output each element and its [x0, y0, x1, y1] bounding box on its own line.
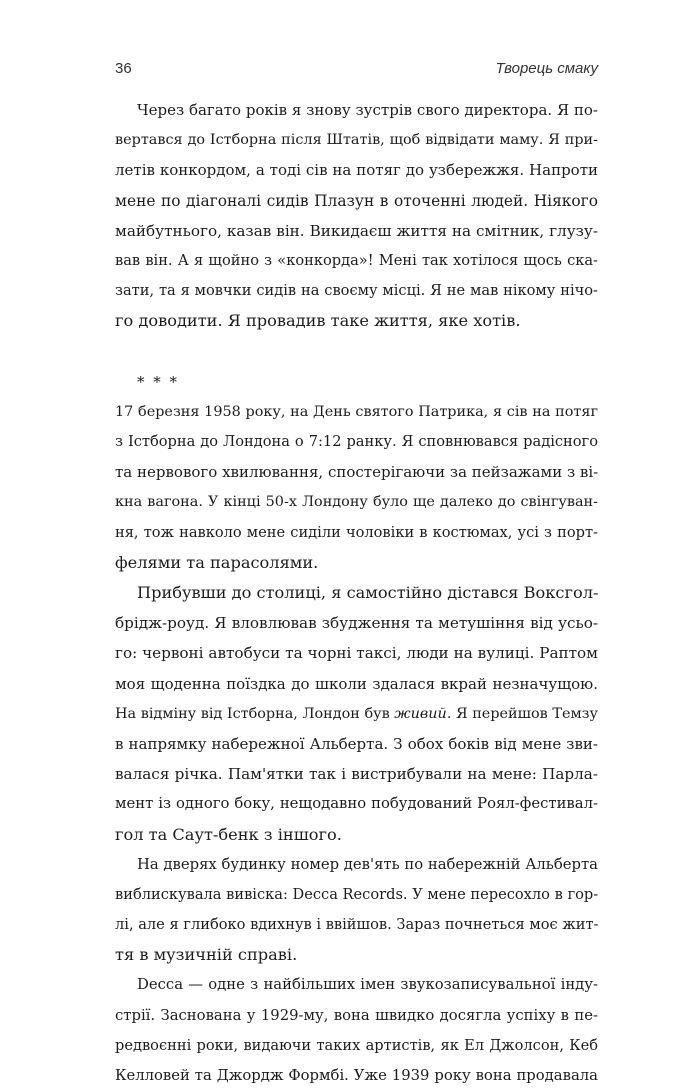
text-line: стрії. Заснована у 1929-му, вона швидко досягла успіху в пе- — [115, 1006, 598, 1024]
section-separator: * * * — [137, 372, 180, 391]
paragraph-2 — [115, 397, 598, 578]
running-title: Творець смаку — [495, 60, 598, 77]
text-line: ня, тож навколо мене сиділи чоловіки в костюмах, усі з порт- — [115, 523, 598, 541]
text-line: го: червоні автобуси та чорні таксі, люди на вулиці. Раптом — [115, 644, 598, 663]
text-line: з Істборна до Лондона о 7:12 ранку. Я сповнювався радісного — [115, 433, 598, 451]
text-line: Decca — одне з найбільших імен звукозаписувальної інду- — [137, 976, 598, 994]
text-line: редвоєнні роки, видаючи таких артистів, як Ел Джолсон, Кеб — [115, 1036, 598, 1054]
text-line: лі, але я глибоко вдихнув і ввійшов. Зараз почнеться моє жит- — [115, 916, 599, 934]
text-line: летів конкордом, а тоді сів на потяг до узбережжя. Напроти — [115, 161, 598, 180]
page-header — [115, 60, 598, 84]
text-line: На дверях будинку номер дев'ять по набережній Альберта — [137, 855, 598, 873]
text-segment: . Я перейшов Темзу — [446, 705, 598, 722]
text-line: в напрямку набережної Альберта. З обох боків від мене зви- — [115, 734, 598, 753]
text-line: виблискувала вивіска: Decca Records. У мене пересохло в гор- — [115, 885, 599, 903]
text-line: го доводити. Я провадив таке життя, яке хотів. — [115, 311, 521, 331]
paragraph-3 — [115, 578, 598, 850]
text-line — [115, 699, 598, 729]
text-line: гол та Саут-бенк з іншого. — [115, 824, 342, 844]
text-line: вав він. А я щойно з «конкорда»! Мені так хотілося щось ска- — [115, 251, 598, 269]
paragraph-5 — [115, 970, 598, 1091]
emphasis-text: живий — [394, 705, 447, 722]
text-line: вертався до Істборна після Штатів, щоб відвідати маму. Я при- — [115, 132, 598, 149]
text-line: кна вагона. У кінці 50-х Лондону було ще далеко до свінгуван- — [115, 494, 598, 511]
text-line: 17 березня 1958 року, на День святого Патрика, я сів на потяг — [115, 403, 598, 420]
paragraph-1 — [115, 95, 598, 337]
text-line: Через багато років я знову зустрів свого директора. Я по- — [137, 101, 598, 119]
text-line: та нервового хвилювання, спостерігаючи за пейзажами з ві- — [115, 463, 599, 482]
text-line: брідж-роуд. Я вловлював збудження та метушіння від усьо- — [115, 614, 598, 633]
text-line: майбутнього, казав він. Викидаєш життя на смітник, глузу- — [115, 221, 598, 240]
paragraph-4 — [115, 850, 598, 971]
body-text — [115, 95, 598, 1091]
text-line: мент із одного боку, нещодавно побудований Роял-фестивал- — [115, 795, 598, 813]
text-line: зати, та я мовчки сидів на своєму місці. Я не мав нікому нічо- — [115, 282, 598, 300]
section-gap — [115, 337, 598, 367]
text-line: Келловей та Джордж Формбі. Уже 1939 року вона продавала — [115, 1067, 598, 1084]
text-line: мене по діагоналі сидів Плазун в оточенні людей. Ніякого — [115, 191, 598, 210]
text-line: фелями та парасолями. — [115, 552, 319, 572]
text-line: валася річка. Пам'ятки так і вистрибували на мене: Парла- — [115, 765, 598, 784]
text-line: тя в музичній справі. — [115, 945, 298, 965]
text-line: моя щоденна поїздка до школи здалася вкрай незначущою. — [115, 674, 598, 693]
text-segment: На відміну від Істборна, Лондон був — [115, 705, 395, 722]
text-line: Прибувши до столиці, я самостійно дістався Воксгол- — [137, 583, 599, 602]
page-number: 36 — [115, 60, 132, 77]
